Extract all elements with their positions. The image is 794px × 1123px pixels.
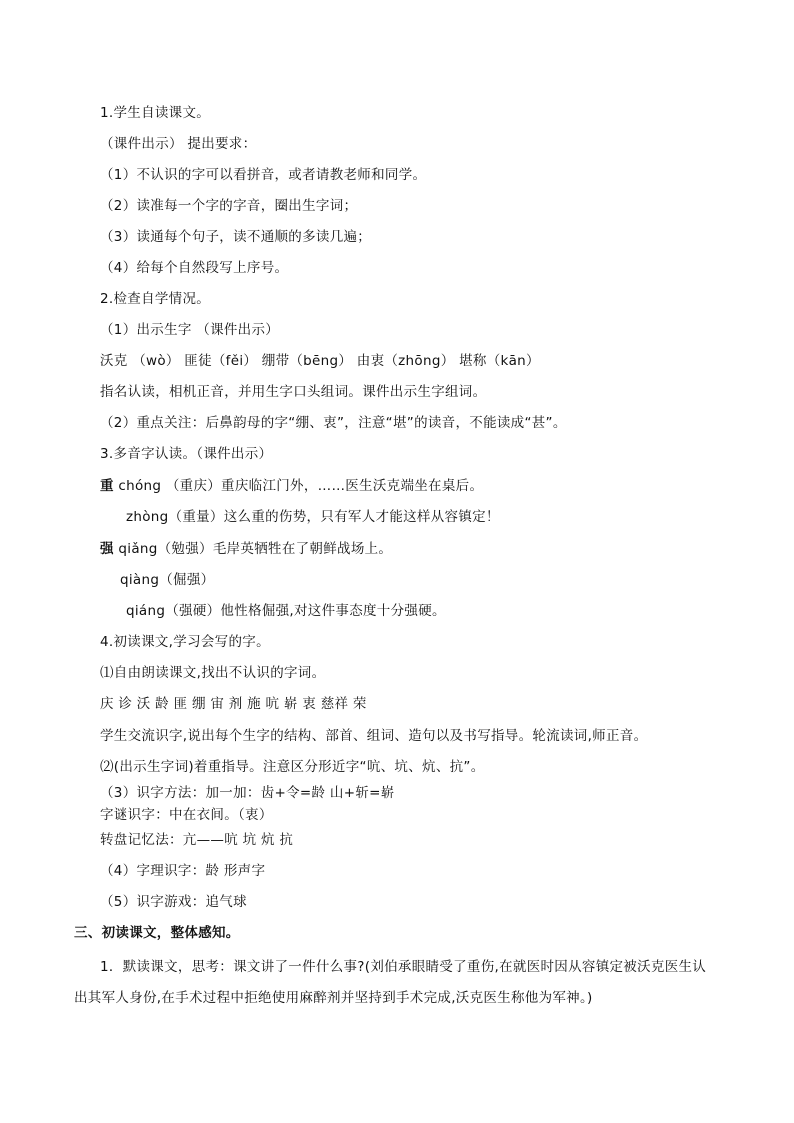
wheel-memory: 转盘记忆法：亢——吭 坑 炕 抗 [100, 832, 294, 848]
section-3-heading: 三、初读课文，整体感知。 [74, 925, 240, 941]
polyphone-char: 强 [100, 541, 114, 557]
exchange-literacy: 学生交流识字,说出每个生字的结构、部首、组词、造句以及书写指导。轮流读词,师正音。 [100, 728, 648, 744]
free-reading: ⑴自由朗读课文,找出不认识的字词。 [100, 665, 326, 681]
requirement-4: （4）给每个自然段写上序号。 [100, 260, 289, 276]
polyphone-qiang4: qiàng（倔强） [120, 572, 215, 588]
polyphone-text: chóng （重庆）重庆临江门外，……医生沃克端坐在桌后。 [113, 478, 484, 494]
step-4-heading: 4.初读课文,学习会写的字。 [100, 634, 270, 650]
pronunciation-focus: （2）重点关注：后鼻韵母的字“绷、衷”，注意“堪”的读音，不能读成“甚”。 [100, 415, 567, 431]
requirement-1: （1）不认识的字可以看拼音，或者请教老师和同学。 [100, 167, 427, 183]
reading-instruction: 指名认读，相机正音，并用生字口头组词。课件出示生字组词。 [100, 384, 487, 400]
polyphone-qiang2: qiáng（强硬）他性格倔强,对这件事态度十分强硬。 [126, 603, 446, 619]
step-2-heading: 2.检查自学情况。 [100, 291, 211, 307]
focused-guidance: ⑵(出示生字词)着重指导。注意区分形近字“吭、坑、炕、抗”。 [100, 759, 485, 775]
new-characters-pinyin: 沃克 （wò） 匪徒（fěi） 绷带（bēng） 由衷（zhōng） 堪称（kān） [100, 353, 540, 369]
polyphone-chong [100, 477, 483, 495]
literacy-method: （3）识字方法：加一加：齿+令=龄 山+斩=崭 [100, 785, 395, 801]
principle-literacy: （4）字理识字：龄 形声字 [100, 863, 266, 879]
requirement-3: （3）读通每个句子，读不通顺的多读几遍； [100, 229, 372, 245]
polyphone-text: qiǎng（勉强）毛岸英牺牲在了朝鲜战场上。 [113, 541, 393, 557]
polyphone-char: 重 [100, 478, 114, 494]
riddle-literacy: 字谜识字：中在衣间。（衷） [100, 807, 273, 823]
silent-reading-answer: 出其军人身份,在手术过程中拒绝使用麻醉剂并坚持到手术完成,沃克医生称他为军神。) [74, 990, 593, 1006]
character-list: 庆 诊 沃 龄 匪 绷 宙 剂 施 吭 崭 衷 慈祥 荣 [100, 696, 367, 712]
requirement-2: （2）读准每一个字的字音，圈出生字词； [100, 198, 358, 214]
show-new-characters: （1）出示生字 （课件出示） [100, 322, 280, 338]
literacy-game: （5）识字游戏：追气球 [100, 894, 247, 910]
step-3-heading: 3.多音字认读。（课件出示） [100, 446, 273, 462]
silent-reading-question: 1．默读课文，思考：课文讲了一件什么事?(刘伯承眼睛受了重伤,在就医时因从容镇定被沃克医生认 [100, 959, 707, 975]
step-1-heading: 1.学生自读课文。 [100, 105, 211, 121]
polyphone-qiang3 [100, 540, 392, 558]
polyphone-zhong: zhòng（重量）这么重的伤势，只有军人才能这样从容镇定！ [126, 509, 500, 525]
courseware-requirements: （课件出示） 提出要求： [100, 136, 257, 152]
